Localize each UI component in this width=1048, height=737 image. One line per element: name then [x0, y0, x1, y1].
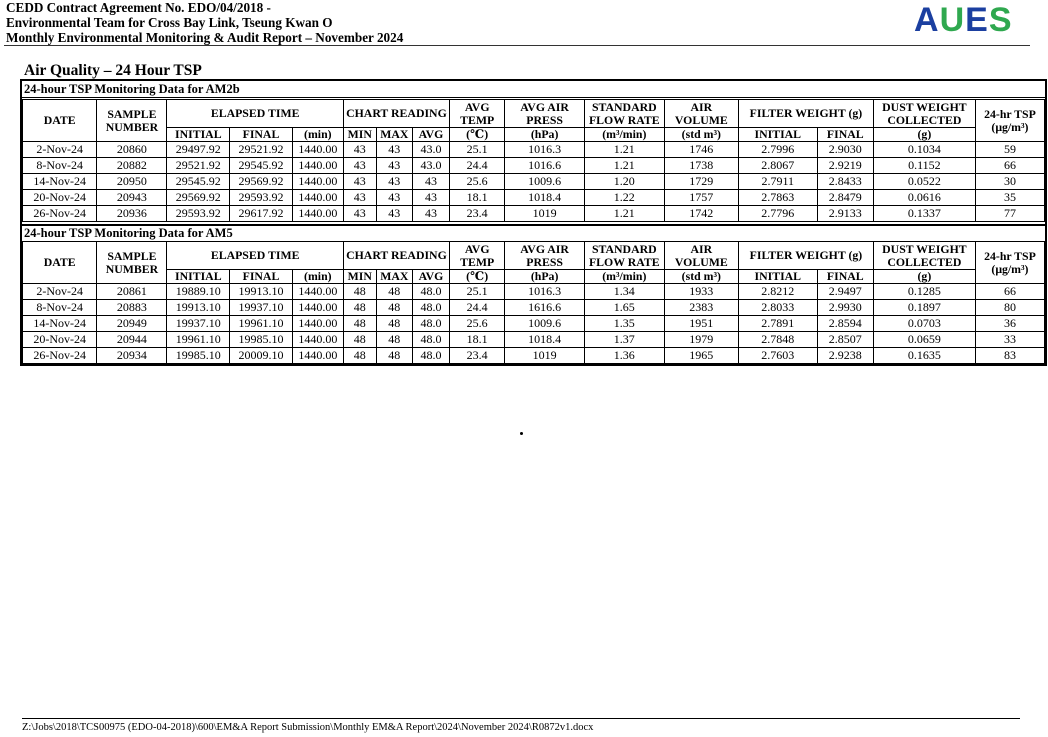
table-cell: 0.1034 — [873, 142, 975, 158]
table-cell: 29545.92 — [167, 174, 230, 190]
table-cell: 1.21 — [584, 206, 664, 222]
col-tsp-line: 24-hr TSP — [984, 248, 1036, 263]
col-elapsed: ELAPSED TIME — [167, 242, 343, 270]
col-filter: FILTER WEIGHT (g) — [738, 100, 873, 128]
table-cell: 20860 — [97, 142, 167, 158]
table-cell: 8-Nov-24 — [23, 300, 97, 316]
table-cell: 43 — [376, 190, 412, 206]
header-team: Environmental Team for Cross Bay Link, Tseung Kwan O — [6, 15, 333, 30]
table-cell: 48 — [376, 284, 412, 300]
col-flow — [584, 100, 664, 128]
table-cell: 66 — [975, 158, 1044, 174]
col-chart-sub: MAX — [376, 270, 412, 284]
table-cell: 30 — [975, 174, 1044, 190]
table-cell: 2-Nov-24 — [23, 142, 97, 158]
col-chart: CHART READING — [343, 100, 449, 128]
table-cell: 0.0659 — [873, 332, 975, 348]
header-report: Monthly Environmental Monitoring & Audit Report – November 2024 — [6, 30, 404, 45]
col-avg-temp — [450, 100, 505, 128]
col-avg-air — [505, 100, 585, 128]
table-cell: 2.9133 — [817, 206, 873, 222]
table-cell: 1.21 — [584, 142, 664, 158]
col-dust-line: DUST WEIGHT — [882, 99, 967, 114]
col-avg-temp-line: TEMP — [460, 254, 495, 269]
col-air-vol-line: VOLUME — [674, 254, 728, 269]
table-cell: 2.7603 — [738, 348, 817, 364]
table-cell: 20936 — [97, 206, 167, 222]
table-cell: 20944 — [97, 332, 167, 348]
table-cell: 2.7911 — [738, 174, 817, 190]
table-cell: 36 — [975, 316, 1044, 332]
col-elapsed-sub: FINAL — [230, 270, 293, 284]
table-cell: 14-Nov-24 — [23, 174, 97, 190]
table-cell: 43 — [376, 158, 412, 174]
unit-press: (hPa) — [505, 128, 585, 142]
footer-rule — [22, 718, 1020, 719]
table-row — [23, 284, 1045, 300]
col-sample-line: NUMBER — [105, 119, 159, 134]
table-cell: 1616.6 — [505, 300, 585, 316]
table-cell: 0.1897 — [873, 300, 975, 316]
table-cell: 48 — [343, 284, 376, 300]
col-air-vol-line: AIR — [690, 99, 713, 114]
table-cell: 2.8212 — [738, 284, 817, 300]
table-cell: 20009.10 — [230, 348, 293, 364]
col-air-vol — [664, 242, 738, 270]
col-filter-sub: INITIAL — [738, 128, 817, 142]
table-cell: 2.9497 — [817, 284, 873, 300]
table-cell: 25.1 — [450, 142, 505, 158]
table-cell: 19961.10 — [167, 332, 230, 348]
col-sample-line: SAMPLE — [107, 248, 157, 263]
table-cell: 20943 — [97, 190, 167, 206]
col-chart-sub: MAX — [376, 128, 412, 142]
table-cell: 43 — [412, 206, 449, 222]
table-cell: 1016.3 — [505, 142, 585, 158]
table-cell: 29569.92 — [230, 174, 293, 190]
table-cell: 20-Nov-24 — [23, 190, 97, 206]
table-row — [23, 332, 1045, 348]
table-cell: 26-Nov-24 — [23, 348, 97, 364]
table-cell: 25.6 — [450, 316, 505, 332]
col-sample-line: NUMBER — [105, 261, 159, 276]
table-cell: 2.7863 — [738, 190, 817, 206]
col-chart-sub: MIN — [343, 270, 376, 284]
header-contract: CEDD Contract Agreement No. EDO/04/2018 - — [6, 0, 271, 15]
table-cell: 29521.92 — [167, 158, 230, 174]
table-cell: 20949 — [97, 316, 167, 332]
table-cell: 0.0703 — [873, 316, 975, 332]
table-cell: 2.8479 — [817, 190, 873, 206]
table-cell: 1019 — [505, 206, 585, 222]
table-cell: 19937.10 — [167, 316, 230, 332]
table-cell: 1979 — [664, 332, 738, 348]
unit-dust: (g) — [873, 270, 975, 284]
unit-temp: (℃) — [450, 270, 505, 284]
table-cell: 29593.92 — [167, 206, 230, 222]
table-cell: 1.37 — [584, 332, 664, 348]
table-cell: 43.0 — [412, 142, 449, 158]
table-cell: 2.8033 — [738, 300, 817, 316]
col-dust — [873, 242, 975, 270]
table-cell: 48 — [343, 316, 376, 332]
table-cell: 43 — [412, 190, 449, 206]
col-filter-sub: FINAL — [817, 270, 873, 284]
table-cell: 48.0 — [412, 332, 449, 348]
col-tsp-line: (μg/m³) — [991, 261, 1029, 276]
table-cell: 1009.6 — [505, 316, 585, 332]
col-elapsed: ELAPSED TIME — [167, 100, 343, 128]
col-date: DATE — [23, 242, 97, 284]
table-cell: 23.4 — [450, 206, 505, 222]
col-chart-sub: AVG — [412, 128, 449, 142]
col-flow-line: STANDARD — [591, 99, 657, 114]
table-cell: 1746 — [664, 142, 738, 158]
unit-flow: (m³/min) — [584, 128, 664, 142]
col-avg-air — [505, 242, 585, 270]
col-tsp-line: 24-hr TSP — [984, 106, 1036, 121]
unit-press: (hPa) — [505, 270, 585, 284]
unit-volume: (std m³) — [664, 128, 738, 142]
table-cell: 48 — [376, 348, 412, 364]
table-cell: 20883 — [97, 300, 167, 316]
table-cell: 48 — [376, 332, 412, 348]
table-cell: 2.8507 — [817, 332, 873, 348]
unit-volume: (std m³) — [664, 270, 738, 284]
col-tsp — [975, 100, 1044, 142]
tsp-table — [22, 99, 1045, 222]
table-cell: 20882 — [97, 158, 167, 174]
table-cell: 29569.92 — [167, 190, 230, 206]
table-cell: 2.7848 — [738, 332, 817, 348]
table-cell: 1440.00 — [292, 348, 343, 364]
col-chart: CHART READING — [343, 242, 449, 270]
table-cell: 43 — [343, 142, 376, 158]
table-cell: 48.0 — [412, 316, 449, 332]
table-cell: 1019 — [505, 348, 585, 364]
col-avg-air-line: PRESS — [526, 112, 563, 127]
table-cell: 0.1285 — [873, 284, 975, 300]
footer-path: Z:\Jobs\2018\TCS00975 (EDO-04-2018)\600\EM&A Report Submission\Monthly EM&A Report\2024\November 2024\R0872v1.docx — [22, 722, 594, 733]
table-cell: 48 — [376, 316, 412, 332]
table-cell: 19913.10 — [167, 300, 230, 316]
col-chart-sub: MIN — [343, 128, 376, 142]
table-cell: 1965 — [664, 348, 738, 364]
col-filter-sub: FINAL — [817, 128, 873, 142]
table-cell: 2.9238 — [817, 348, 873, 364]
table-cell: 2383 — [664, 300, 738, 316]
table-cell: 48 — [343, 348, 376, 364]
col-air-vol — [664, 100, 738, 128]
table-cell: 19889.10 — [167, 284, 230, 300]
table-cell: 26-Nov-24 — [23, 206, 97, 222]
table-cell: 20934 — [97, 348, 167, 364]
col-elapsed-sub: INITIAL — [167, 128, 230, 142]
table-cell: 1.20 — [584, 174, 664, 190]
table-cell: 2.9930 — [817, 300, 873, 316]
table-cell: 48 — [343, 332, 376, 348]
table-cell: 24.4 — [450, 300, 505, 316]
table-cell: 77 — [975, 206, 1044, 222]
stray-dot — [520, 432, 523, 435]
table-cell: 1440.00 — [292, 316, 343, 332]
col-flow-line: FLOW RATE — [588, 112, 660, 127]
col-avg-temp-line: TEMP — [460, 112, 495, 127]
table-cell: 19985.10 — [167, 348, 230, 364]
col-chart-sub: AVG — [412, 270, 449, 284]
table-cell: 1440.00 — [292, 332, 343, 348]
table-cell: 59 — [975, 142, 1044, 158]
section-heading: 24-hour TSP Monitoring Data for AM2b — [22, 82, 1047, 98]
table-cell: 18.1 — [450, 332, 505, 348]
col-filter: FILTER WEIGHT (g) — [738, 242, 873, 270]
table-cell: 1440.00 — [292, 300, 343, 316]
col-avg-air-line: AVG AIR — [520, 99, 569, 114]
col-dust-line: DUST WEIGHT — [882, 241, 967, 256]
table-row — [23, 190, 1045, 206]
table-cell: 29521.92 — [230, 142, 293, 158]
table-row — [23, 206, 1045, 222]
table-cell: 2.8594 — [817, 316, 873, 332]
table-cell: 19961.10 — [230, 316, 293, 332]
table-cell: 1.34 — [584, 284, 664, 300]
table-cell: 66 — [975, 284, 1044, 300]
table-cell: 0.0616 — [873, 190, 975, 206]
table-cell: 1018.4 — [505, 190, 585, 206]
col-filter-sub: INITIAL — [738, 270, 817, 284]
table-cell: 43 — [343, 206, 376, 222]
table-cell: 1009.6 — [505, 174, 585, 190]
table-cell: 1933 — [664, 284, 738, 300]
col-sample-line: SAMPLE — [107, 106, 157, 121]
table-cell: 1738 — [664, 158, 738, 174]
table-cell: 2.7891 — [738, 316, 817, 332]
table-cell: 8-Nov-24 — [23, 158, 97, 174]
table-cell: 80 — [975, 300, 1044, 316]
table-cell: 19913.10 — [230, 284, 293, 300]
table-cell: 1.35 — [584, 316, 664, 332]
table-cell: 43 — [412, 174, 449, 190]
col-flow-line: STANDARD — [591, 241, 657, 256]
table-cell: 1.36 — [584, 348, 664, 364]
table-cell: 43 — [376, 142, 412, 158]
table-cell: 1.65 — [584, 300, 664, 316]
table-cell: 29545.92 — [230, 158, 293, 174]
table-cell: 1.21 — [584, 158, 664, 174]
table-cell: 20-Nov-24 — [23, 332, 97, 348]
table-cell: 1016.6 — [505, 158, 585, 174]
col-tsp — [975, 242, 1044, 284]
table-cell: 43 — [376, 206, 412, 222]
report-header — [6, 0, 403, 45]
table-cell: 35 — [975, 190, 1044, 206]
col-dust — [873, 100, 975, 128]
table-cell: 0.1337 — [873, 206, 975, 222]
table-cell: 1951 — [664, 316, 738, 332]
col-elapsed-sub: (min) — [292, 128, 343, 142]
table-cell: 1.22 — [584, 190, 664, 206]
col-elapsed-sub: FINAL — [230, 128, 293, 142]
table-cell: 23.4 — [450, 348, 505, 364]
col-avg-temp-line: AVG — [464, 99, 490, 114]
table-cell: 0.1152 — [873, 158, 975, 174]
table-cell: 19985.10 — [230, 332, 293, 348]
table-cell: 43 — [343, 174, 376, 190]
unit-flow: (m³/min) — [584, 270, 664, 284]
table-cell: 29497.92 — [167, 142, 230, 158]
col-tsp-line: (μg/m³) — [991, 119, 1029, 134]
table-cell: 43.0 — [412, 158, 449, 174]
table-cell: 48 — [343, 300, 376, 316]
table-cell: 24.4 — [450, 158, 505, 174]
table-cell: 1440.00 — [292, 174, 343, 190]
col-avg-temp — [450, 242, 505, 270]
col-avg-air-line: AVG AIR — [520, 241, 569, 256]
table-cell: 43 — [343, 190, 376, 206]
tsp-table — [22, 241, 1045, 364]
table-cell: 1440.00 — [292, 158, 343, 174]
table-cell: 0.1635 — [873, 348, 975, 364]
table-row — [23, 316, 1045, 332]
table-cell: 33 — [975, 332, 1044, 348]
table-cell: 43 — [343, 158, 376, 174]
col-elapsed-sub: (min) — [292, 270, 343, 284]
header-rule — [4, 45, 1030, 46]
table-cell: 1440.00 — [292, 284, 343, 300]
table-cell: 29593.92 — [230, 190, 293, 206]
col-air-vol-line: AIR — [690, 241, 713, 256]
col-sample — [97, 100, 167, 142]
col-dust-line: COLLECTED — [887, 254, 962, 269]
table-cell: 48.0 — [412, 348, 449, 364]
col-sample — [97, 242, 167, 284]
table-cell: 25.1 — [450, 284, 505, 300]
table-cell: 0.0522 — [873, 174, 975, 190]
table-cell: 20861 — [97, 284, 167, 300]
unit-temp: (℃) — [450, 128, 505, 142]
table-cell: 48.0 — [412, 284, 449, 300]
table-cell: 25.6 — [450, 174, 505, 190]
table-cell: 19937.10 — [230, 300, 293, 316]
table-cell: 1757 — [664, 190, 738, 206]
table-cell: 2.7796 — [738, 206, 817, 222]
table-cell: 2.8067 — [738, 158, 817, 174]
table-row — [23, 300, 1045, 316]
col-flow-line: FLOW RATE — [588, 254, 660, 269]
table-cell: 14-Nov-24 — [23, 316, 97, 332]
table-row — [23, 158, 1045, 174]
unit-dust: (g) — [873, 128, 975, 142]
table-cell: 1440.00 — [292, 190, 343, 206]
table-cell: 1729 — [664, 174, 738, 190]
table-cell: 1018.4 — [505, 332, 585, 348]
table-cell: 1742 — [664, 206, 738, 222]
col-elapsed-sub: INITIAL — [167, 270, 230, 284]
table-cell: 2.7996 — [738, 142, 817, 158]
col-flow — [584, 242, 664, 270]
table-cell: 43 — [376, 174, 412, 190]
table-cell: 2.9030 — [817, 142, 873, 158]
table-cell: 2.9219 — [817, 158, 873, 174]
table-row — [23, 348, 1045, 364]
table-cell: 48 — [376, 300, 412, 316]
table-cell: 2-Nov-24 — [23, 284, 97, 300]
col-dust-line: COLLECTED — [887, 112, 962, 127]
table-cell: 48.0 — [412, 300, 449, 316]
table-cell: 2.8433 — [817, 174, 873, 190]
table-row — [23, 142, 1045, 158]
table-cell: 83 — [975, 348, 1044, 364]
table-cell: 1016.3 — [505, 284, 585, 300]
aues-logo: AUES — [914, 1, 1013, 39]
col-date: DATE — [23, 100, 97, 142]
table-cell: 29617.92 — [230, 206, 293, 222]
table-cell: 20950 — [97, 174, 167, 190]
table-cell: 1440.00 — [292, 142, 343, 158]
section-heading: 24-hour TSP Monitoring Data for AM5 — [22, 224, 1047, 242]
table-cell: 1440.00 — [292, 206, 343, 222]
col-air-vol-line: VOLUME — [674, 112, 728, 127]
table-cell: 18.1 — [450, 190, 505, 206]
col-avg-air-line: PRESS — [526, 254, 563, 269]
col-avg-temp-line: AVG — [464, 241, 490, 256]
table-row — [23, 174, 1045, 190]
page-title: Air Quality – 24 Hour TSP — [24, 62, 202, 79]
